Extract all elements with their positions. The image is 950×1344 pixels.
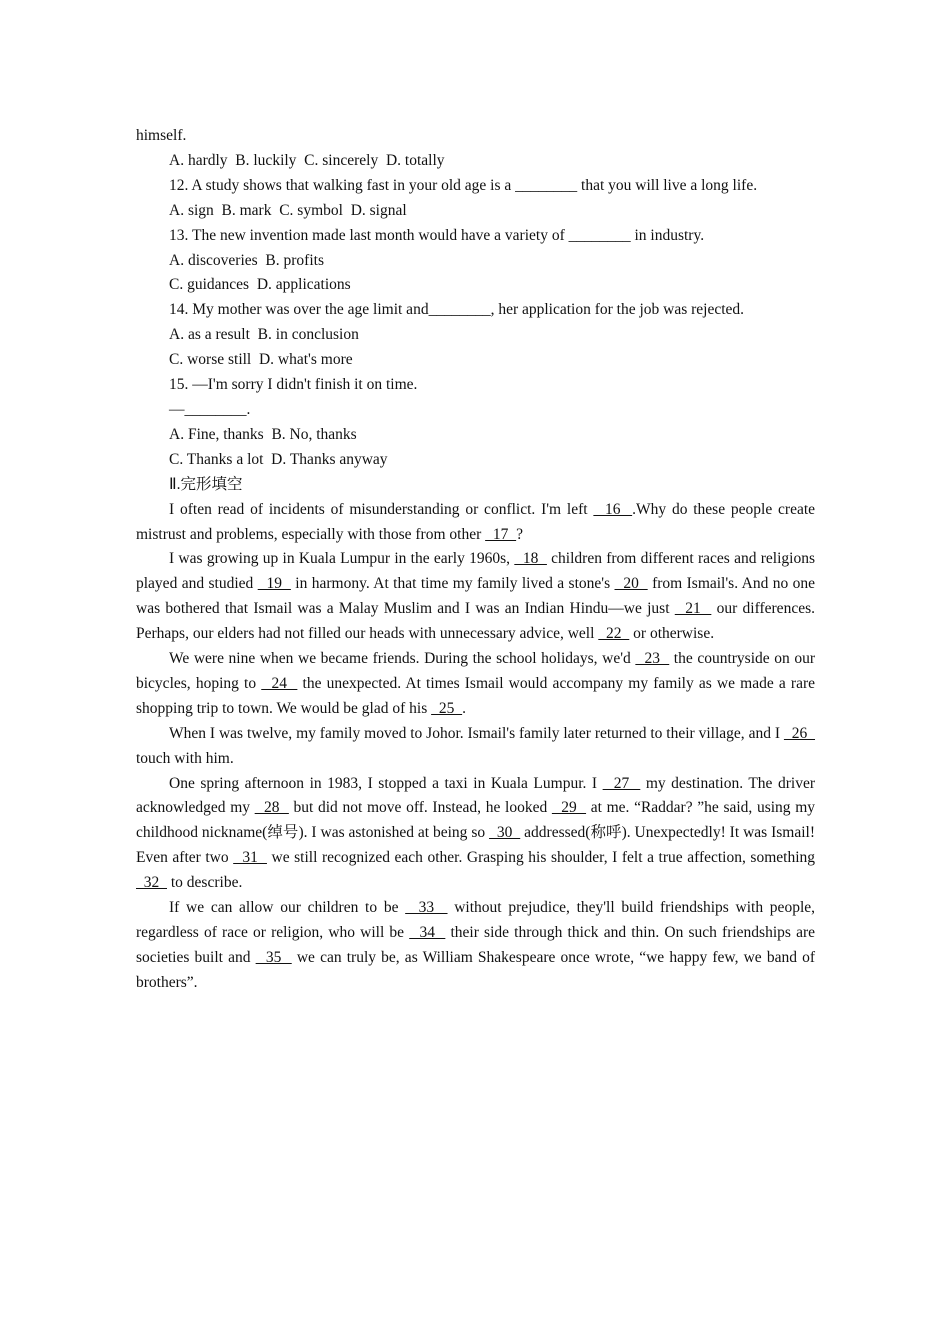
cloze-paragraph-5 (136, 772, 815, 897)
q15-options-line-2: C. Thanks a lot D. Thanks anyway (169, 450, 388, 468)
q13-options-line-2: C. guidances D. applications (169, 276, 351, 294)
blank-33: 33 (405, 899, 448, 917)
blank-28: 28 (254, 799, 289, 817)
blank-24: 24 (261, 674, 298, 692)
text-run: or otherwise. (629, 625, 715, 643)
cloze-paragraph-2 (136, 547, 815, 647)
q14-stem: 14. My mother was over the age limit and________, her application for the job was rejected. (169, 301, 745, 319)
blank-29: 29 (551, 799, 587, 817)
cloze-paragraph-4 (136, 722, 815, 772)
blank-35: 35 (255, 948, 292, 966)
text-run: We were nine when we became friends. During the school holidays, we'd (169, 650, 636, 668)
text-run: I often read of incidents of misunderstanding or conflict. I'm left (169, 500, 594, 518)
text-run: One spring afternoon in 1983, I stopped a taxi in Kuala Lumpur. I (169, 774, 603, 792)
text-run: .Why do these people create mistrust and problems, especially with those from other (136, 500, 816, 543)
text-run: When I was twelve, my family moved to Johor. Ismail's family later returned to their village, and I (169, 724, 784, 742)
text-run: If we can allow our children to be (169, 899, 406, 917)
section-heading: Ⅱ.完形填空 (169, 475, 243, 493)
blank-21: 21 (674, 600, 712, 618)
text-run: ? (516, 525, 524, 543)
q15-stem: 15. —I'm sorry I didn't finish it on time. (169, 376, 418, 394)
text-run: . (462, 699, 466, 717)
text-run: my destination. The driver acknowledged my (136, 774, 815, 817)
text-run: their side through thick and thin. On such friendships are societies built and (136, 924, 815, 966)
blank-27: 27 (602, 774, 641, 792)
blank-16: 16 (593, 500, 633, 518)
q13-stem: 13. The new invention made last month would have a variety of ________ in industry. (169, 226, 705, 244)
blank-20: 20 (614, 575, 648, 593)
cloze-paragraph-1 (136, 498, 815, 548)
text-run: the countryside on our bicycles, hoping to (136, 650, 815, 692)
blank-18: 18 (514, 550, 547, 568)
text-run: our differences. Perhaps, our elders had not filled our heads with unnecessary advice, well (136, 600, 815, 643)
text-run: the unexpected. At times Ismail would accompany my family as we made a rare shopping trip to town. We would be glad of his (136, 674, 816, 717)
text-run: children from different races and religions played and studied (136, 550, 815, 593)
q12-stem: 12. A study shows that walking fast in your old age is a ________ that you will live a long life. (169, 176, 758, 194)
text-run: in harmony. At that time my family lived a stone's (290, 575, 615, 593)
q11-tail: himself. (136, 127, 187, 144)
q15-reply: —________. (169, 400, 251, 418)
blank-23: 23 (635, 650, 670, 668)
text-run: I was growing up in Kuala Lumpur in the early 1960s, (169, 550, 515, 568)
cloze-paragraph-3 (136, 647, 815, 722)
text-run: without prejudice, they'll build friendships with people, regardless of race or religion, who will be (136, 899, 815, 941)
blank-19: 19 (257, 575, 291, 593)
q15-options-line-1: A. Fine, thanks B. No, thanks (169, 425, 357, 443)
q14-options-line-2: C. worse still D. what's more (169, 351, 353, 369)
blank-25: 25 (431, 699, 463, 717)
q13-options-line-1: A. discoveries B. profits (169, 251, 324, 269)
q11-options: A. hardly B. luckily C. sincerely D. totally (169, 151, 445, 169)
text-run: to describe. (167, 874, 243, 892)
blank-17: 17 (485, 525, 517, 543)
text-run: touch with him. (136, 749, 234, 767)
blank-30: 30 (489, 824, 521, 842)
text-run: we can truly be, as William Shakespeare once wrote, “we happy few, we band of brothers”. (136, 948, 816, 991)
blank-22: 22 (598, 625, 630, 643)
text-run: addressed(称呼). Unexpectedly! It was Ismail! Even after two (136, 824, 815, 867)
cloze-paragraph-6 (136, 896, 815, 996)
text-run: at me. “Raddar? ”he said, using my childhood nickname(绰号). I was astonished at being so (136, 799, 816, 842)
text-run: from Ismail's. And no one was bothered that Ismail was a Malay Muslim and I was an Indian Hindu—we just (136, 575, 816, 618)
blank-31: 31 (233, 849, 267, 867)
blank-26: 26 (783, 724, 816, 742)
q12-options: A. sign B. mark C. symbol D. signal (169, 201, 407, 219)
blank-32: 32 (136, 874, 167, 892)
q14-options-line-1: A. as a result B. in conclusion (169, 326, 359, 344)
blank-34: 34 (409, 924, 446, 941)
text-run: we still recognized each other. Grasping his shoulder, I felt a true affection, something (266, 849, 816, 867)
document-page (136, 124, 815, 996)
text-run: but did not move off. Instead, he looked (288, 799, 552, 817)
